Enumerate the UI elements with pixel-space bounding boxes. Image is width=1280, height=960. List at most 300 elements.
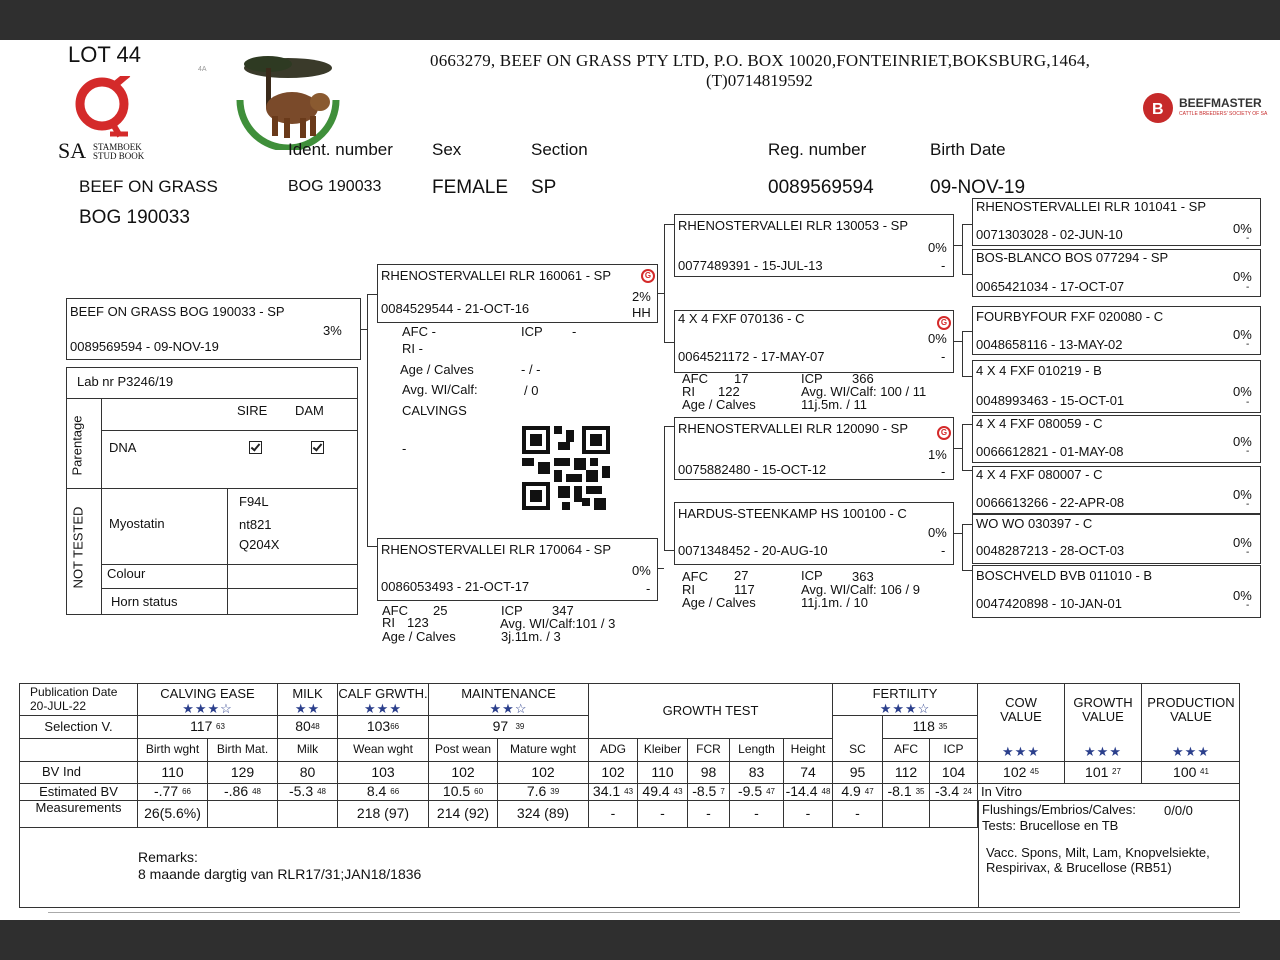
dam-icp-value: 347 [552, 603, 574, 618]
milk-stars: ★★ [294, 700, 321, 716]
est-bv-cell [883, 784, 930, 801]
est-bv-cell [688, 784, 730, 801]
animal-name-line2: BOG 190033 [79, 207, 190, 228]
gp4-age-value: 11j.1m. / 10 [801, 595, 868, 610]
bv-ind-cell-value: 80 [299, 763, 316, 780]
subject-name: BEEF ON GRASS BOG 190033 - SP [70, 304, 285, 319]
gp-dash: - [941, 258, 946, 273]
growth-value-header [1065, 684, 1142, 762]
remarks-label: Remarks: [138, 849, 198, 865]
est-bv-cell [278, 784, 338, 801]
est-bv-accuracy: 47 [864, 786, 874, 796]
ggp-reg: 0071303028 - 02-JUN-10 [976, 227, 1123, 242]
cow-value-stars: ★★★ [1002, 743, 1040, 759]
great-grandparent-box-6 [972, 466, 1261, 514]
dam-avg: Avg. WI/Calf:101 / 3 [500, 616, 616, 631]
measurement-cell-value: - [754, 805, 759, 822]
sire-icp-value: - [572, 324, 577, 339]
measurement-cell-value: 218 (97) [356, 805, 410, 822]
bv-ind-cell [688, 762, 730, 784]
measurement-cell-value: - [855, 805, 860, 822]
calf-growth-header [338, 684, 429, 716]
breeder-phone: (T)0714819592 [706, 71, 813, 90]
bv-ind-cell-value: 129 [230, 763, 255, 780]
column-header-value: Height [790, 742, 826, 757]
ggp-dash: - [1246, 446, 1250, 457]
lab-nr: Lab nr P3246/19 [77, 374, 174, 389]
column-header-value: Post wean [434, 742, 492, 757]
column-header [730, 739, 784, 762]
gp2-age-value: 11j.5m. / 11 [801, 397, 867, 412]
est-bv-cell [730, 784, 784, 801]
measurement-cell-value: - [706, 805, 711, 822]
beefmaster-logo [1142, 92, 1274, 126]
measurement-cell [338, 801, 429, 828]
myo-value-3: Q204X [239, 537, 280, 552]
ggp-name: 4 X 4 FXF 080059 - C [976, 416, 1103, 431]
breeder-address: 0663279, BEEF ON GRASS PTY LTD, P.O. BOX 10020,FONTEINRIET,BOKSBURG,1464, [430, 51, 1091, 70]
column-header [498, 739, 589, 762]
gp4-ri-value: 117 [734, 582, 755, 597]
calf-growth-stars: ★★★ [364, 700, 402, 716]
horn-label: Horn status [111, 594, 178, 609]
ggp-reg: 0048658116 - 13-MAY-02 [976, 337, 1123, 352]
qr-code-icon [522, 426, 610, 510]
est-bv-cell-value: -9.5 [737, 783, 763, 800]
cow-value-acc: 45 [1030, 767, 1039, 777]
animal-reg: 0089569594 [768, 177, 874, 198]
sel-calf [338, 716, 429, 739]
parentage-label: Parentage [69, 415, 85, 476]
est-bv-cell-value: -8.1 [887, 783, 912, 800]
sel-maint-value: 97 [492, 718, 509, 735]
sire-ri: RI - [402, 341, 423, 356]
gp4-ri-label: RI [682, 582, 695, 597]
bv-ind-cell [589, 762, 638, 784]
sire-calvings: CALVINGS [402, 403, 467, 418]
grandparent-box-1 [674, 214, 954, 277]
dam-dash: - [646, 581, 651, 596]
genetic-test-icon: G [937, 316, 951, 330]
bv-ind-cell-value: 110 [161, 763, 184, 780]
sire-age-value: - / - [521, 362, 541, 377]
cow-value-header [978, 684, 1065, 762]
sex-label: Sex [432, 140, 462, 159]
gp4-afc-value: 27 [734, 568, 749, 583]
ggp-reg: 0047420898 - 10-JAN-01 [976, 596, 1122, 611]
measurement-cell-value: 26(5.6%) [144, 805, 201, 822]
animal-name-line1: BEEF ON GRASS [79, 177, 218, 196]
great-grandparent-box-8 [972, 565, 1261, 618]
measurement-cell [730, 801, 784, 828]
gp4-icp-value: 363 [852, 569, 874, 584]
blank-label-cell [20, 739, 138, 762]
bv-ind-cell [138, 762, 208, 784]
measurement-cell [883, 801, 930, 828]
ggp-reg: 0048287213 - 28-OCT-03 [976, 543, 1125, 558]
ggp-dash: - [1246, 233, 1250, 244]
cow-value-bv [978, 762, 1065, 784]
bottom-bar [0, 920, 1280, 960]
gp-pct: 0% [928, 525, 947, 540]
dna-label: DNA [109, 440, 137, 455]
sire-reg-date: 0084529544 - 21-OCT-16 [381, 301, 530, 316]
est-bv-accuracy: 66 [182, 786, 192, 796]
est-bv-accuracy: 39 [550, 786, 560, 796]
ggp-name: FOURBYFOUR FXF 020080 - C [976, 309, 1164, 324]
ggp-reg: 0048993463 - 15-OCT-01 [976, 393, 1125, 408]
cow-value-number: 102 [1003, 763, 1027, 780]
gp4-icp-label: ICP [801, 568, 823, 583]
sel-maint [429, 716, 589, 739]
column-header-value: Birth Mat. [216, 742, 269, 757]
fertility-title: FERTILITY [872, 686, 938, 702]
ggp-name: 4 X 4 FXF 080007 - C [976, 467, 1103, 482]
svg-text:B: B [1152, 101, 1164, 118]
myo-value-1: F94L [239, 494, 269, 509]
sel-fert-left [833, 716, 883, 739]
sel-milk-acc: 48 [310, 721, 320, 731]
beefmaster-sub: CATTLE BREEDERS' SOCIETY OF SA [1179, 111, 1268, 117]
bv-ind-cell-value: 104 [941, 763, 966, 780]
column-header-value: Milk [296, 742, 319, 757]
est-bv-accuracy: 43 [624, 786, 634, 796]
sire-name: RHENOSTERVALLEI RLR 160061 - SP [381, 268, 612, 283]
remarks-text: 8 maande dargtig van RLR17/31;JAN18/1836 [138, 866, 422, 882]
sel-fert-acc: 35 [938, 721, 948, 731]
measurement-cell-value: 324 (89) [516, 805, 570, 822]
sel-calf-value: 103 [366, 718, 391, 735]
sire-avg-value: / 0 [524, 383, 539, 398]
sire-calvings-dash: - [402, 441, 407, 456]
production-value-acc: 41 [1200, 767, 1209, 777]
ggp-dash: - [1246, 339, 1250, 350]
gp-name: HARDUS-STEENKAMP HS 100100 - C [678, 506, 907, 521]
growth-value-bv [1065, 762, 1142, 784]
fertility-stars: ★★★☆ [879, 700, 931, 716]
bv-ind-cell-value: 102 [601, 763, 625, 780]
gp-dash: - [941, 464, 946, 479]
sel-calf-acc: 66 [390, 721, 400, 731]
bv-ind-cell-value: 102 [451, 763, 475, 780]
est-bv-cell [498, 784, 589, 801]
column-header-value: Birth wght [145, 742, 200, 757]
great-grandparent-box-4 [972, 360, 1261, 413]
sire-label: SIRE [237, 403, 268, 418]
column-header [784, 739, 833, 762]
sire-afc: AFC - [402, 324, 436, 339]
selection-label: Selection V. [20, 716, 138, 739]
gp4-afc-label: AFC [682, 569, 708, 584]
colour-label: Colour [107, 566, 146, 581]
gp-pct: 1% [928, 447, 947, 462]
ggp-dash: - [1246, 282, 1250, 293]
dam-afc-label: AFC [382, 603, 408, 618]
production-value-stars: ★★★ [1172, 743, 1210, 759]
bv-ind-cell [883, 762, 930, 784]
bv-ind-cell [784, 762, 833, 784]
sel-fert [883, 716, 978, 739]
myostatin-label: Myostatin [109, 516, 165, 531]
est-bv-cell [784, 784, 833, 801]
certificate-page [0, 40, 1280, 920]
measurement-cell [638, 801, 688, 828]
column-header-value: Wean wght [353, 742, 413, 757]
subject-box [66, 298, 361, 360]
est-bv-cell-value: -14.4 [785, 783, 818, 800]
lab-box [66, 367, 358, 615]
cow-value-title: COW VALUE [1000, 695, 1042, 725]
gp2-ri-label: RI [682, 384, 695, 399]
ggp-dash: - [1246, 547, 1250, 558]
sel-maint-acc: 39 [515, 721, 525, 731]
grandparent-box-4 [674, 502, 954, 565]
column-header-value: FCR [696, 742, 721, 757]
column-header [429, 739, 498, 762]
beef-on-grass-logo [236, 46, 340, 150]
beefmaster-name: BEEFMASTER [1179, 96, 1262, 110]
sire-hh: HH [632, 305, 651, 320]
est-bv-cell [638, 784, 688, 801]
dam-pct: 0% [632, 563, 651, 578]
bv-ind-cell [833, 762, 883, 784]
measurement-cell [589, 801, 638, 828]
sa-studbook-logo [58, 76, 158, 166]
dam-label: DAM [295, 403, 324, 418]
est-bv-accuracy: 47 [766, 786, 776, 796]
column-header [338, 739, 429, 762]
ggp-pct: 0% [1233, 434, 1252, 449]
column-header [833, 739, 883, 762]
great-grandparent-box-2 [972, 249, 1261, 297]
growth-value-title: GROWTH VALUE [1073, 695, 1133, 725]
column-header-value: SC [849, 742, 866, 757]
studbook-line1: STAMBOEK [93, 142, 142, 152]
grandparent-box-3 [674, 417, 954, 480]
myo-value-2: nt821 [239, 517, 272, 532]
est-bv-cell [930, 784, 978, 801]
dam-icp-label: ICP [501, 603, 523, 618]
ggp-name: 4 X 4 FXF 010219 - B [976, 363, 1102, 378]
bv-ind-cell [429, 762, 498, 784]
sire-age-calves: Age / Calves [400, 362, 474, 377]
est-bv-cell-value: 34.1 [592, 783, 621, 800]
subject-reg-date: 0089569594 - 09-NOV-19 [70, 339, 219, 354]
breeding-values-table [19, 683, 1240, 908]
animal-birth: 09-NOV-19 [930, 177, 1026, 198]
column-header-value: Length [738, 742, 775, 757]
studbook-line2: STUD BOOK [93, 151, 145, 161]
measurement-cell-value: - [805, 805, 811, 822]
est-bv-cell-value: 4.9 [841, 783, 861, 800]
growth-value-number: 101 [1085, 763, 1109, 780]
bv-ind-cell [498, 762, 589, 784]
small-code: 4A [198, 66, 207, 73]
est-bv-accuracy: 66 [390, 786, 400, 796]
measurements-label: Measurements [20, 801, 138, 828]
tests-label: Tests: Brucellose en TB [982, 818, 1119, 833]
sel-calving-acc: 63 [216, 721, 225, 731]
growth-value-stars: ★★★ [1084, 743, 1122, 759]
est-bv-cell-value: -.77 [153, 783, 179, 800]
production-value-title: PRODUCTION VALUE [1147, 695, 1235, 725]
measurement-cell [208, 801, 278, 828]
bv-ind-cell-value: 103 [371, 763, 395, 780]
est-bv-cell [338, 784, 429, 801]
est-bv-cell [208, 784, 278, 801]
calf-growth-title: CALF GRWTH. [338, 686, 428, 702]
gp2-avg: Avg. WI/Calf: 100 / 11 [801, 384, 927, 399]
calving-ease-stars: ★★★☆ [182, 700, 233, 716]
cattle-tree-emblem-icon [236, 46, 340, 150]
measurement-cell [833, 801, 883, 828]
est-bv-cell [138, 784, 208, 801]
dam-reg-date: 0086053493 - 21-OCT-17 [381, 579, 530, 594]
maintenance-title: MAINTENANCE [461, 686, 556, 702]
sire-avg: Avg. WI/Calf: [402, 382, 478, 397]
sel-calving-value: 117 [190, 718, 213, 735]
gp2-ri-value: 122 [718, 384, 740, 399]
bv-ind-cell-value: 95 [849, 763, 866, 780]
great-grandparent-box-3 [972, 306, 1261, 355]
ggp-reg: 0065421034 - 17-OCT-07 [976, 279, 1125, 294]
calving-ease-header [138, 684, 278, 716]
column-header [589, 739, 638, 762]
est-bv-cell-value: -3.4 [934, 783, 960, 800]
in-vitro-label: In Vitro [981, 783, 1022, 799]
milk-header [278, 684, 338, 716]
ggp-pct: 0% [1233, 487, 1252, 502]
gp-name: RHENOSTERVALLEI RLR 130053 - SP [678, 218, 909, 233]
sire-icp-label: ICP [521, 324, 543, 339]
est-bv-cell-value: 8.4 [366, 783, 387, 800]
bv-ind-cell [930, 762, 978, 784]
production-value-bv [1142, 762, 1240, 784]
animal-ident: BOG 190033 [288, 178, 382, 195]
column-header-value: Kleiber [643, 742, 682, 757]
ident-label: Ident. number [288, 140, 393, 159]
vacc-line2: Respirivax, & Brucellose (RB51) [986, 860, 1172, 875]
pub-label: Publication Date [30, 685, 118, 700]
gp2-icp-value: 366 [852, 371, 874, 386]
ggp-reg: 0066612821 - 01-MAY-08 [976, 444, 1124, 459]
gp-reg: 0071348452 - 20-AUG-10 [678, 543, 828, 558]
est-bv-cell-value: -8.5 [692, 783, 717, 800]
est-bv-cell [429, 784, 498, 801]
growth-value-acc: 27 [1112, 767, 1121, 777]
estimated-bv-label: Estimated BV [20, 784, 138, 801]
ggp-name: BOSCHVELD BVB 011010 - B [976, 568, 1153, 583]
flushings-value: 0/0/0 [1164, 803, 1193, 818]
animal-section: SP [531, 177, 557, 198]
column-header [278, 739, 338, 762]
ggp-name: RHENOSTERVALLEI RLR 101041 - SP [976, 199, 1207, 214]
bv-ind-cell [278, 762, 338, 784]
reg-label: Reg. number [768, 140, 867, 159]
gp-reg: 0075882480 - 15-OCT-12 [678, 462, 827, 477]
est-bv-cell [833, 784, 883, 801]
column-header-value: AFC [894, 742, 918, 757]
sel-milk-value: 80 [295, 718, 311, 735]
dam-afc-value: 25 [433, 603, 448, 618]
genetic-test-icon: G [641, 269, 655, 283]
est-bv-accuracy: 48 [317, 786, 327, 796]
column-header-value: ADG [599, 742, 626, 757]
gp-reg: 0064521172 - 17-MAY-07 [678, 349, 825, 364]
measurement-cell-value: 214 (92) [436, 805, 490, 822]
column-header [638, 739, 688, 762]
studbook-symbol-icon [70, 76, 140, 138]
ggp-dash: - [1246, 499, 1250, 510]
column-header [930, 739, 978, 762]
bv-ind-cell-value: 110 [651, 763, 674, 780]
pub-date: 20-JUL-22 [30, 698, 87, 713]
gp-name: 4 X 4 FXF 070136 - C [678, 311, 805, 326]
measurement-cell [278, 801, 338, 828]
studbook-sa: SA [58, 138, 87, 163]
column-header-value: Mature wght [509, 742, 577, 757]
bv-ind-cell-value: 112 [894, 763, 918, 780]
calving-ease-title: CALVING EASE [160, 686, 255, 702]
bv-ind-cell [730, 762, 784, 784]
subject-pct: 3% [323, 323, 342, 338]
column-header [883, 739, 930, 762]
measurement-cell [138, 801, 208, 828]
ggp-pct: 0% [1233, 588, 1252, 603]
ggp-name: BOS-BLANCO BOS 077294 - SP [976, 250, 1169, 265]
est-bv-cell-value: 49.4 [642, 783, 670, 800]
growth-test-header: GROWTH TEST [589, 684, 833, 739]
gp2-icp-label: ICP [801, 371, 823, 386]
est-bv-accuracy: 60 [474, 786, 484, 796]
column-header-value: ICP [943, 742, 964, 757]
grandparent-box-2 [674, 310, 954, 373]
ggp-dash: - [1246, 397, 1250, 408]
in-vitro-cell [978, 784, 1240, 801]
bv-ind-cell-value: 102 [531, 763, 555, 780]
bv-ind-cell-value: 98 [700, 763, 717, 780]
dam-age-label: Age / Calves [382, 629, 456, 644]
gp-name: RHENOSTERVALLEI RLR 120090 - SP [678, 421, 909, 436]
est-bv-accuracy: 48 [821, 786, 831, 796]
bv-ind-label: BV Ind [20, 762, 138, 784]
not-tested-label: NOT TESTED [70, 506, 86, 589]
column-header [208, 739, 278, 762]
ggp-pct: 0% [1233, 327, 1252, 342]
dam-ri-value: 123 [407, 615, 429, 630]
gp-pct: 0% [928, 331, 947, 346]
measurement-cell [784, 801, 833, 828]
gp-pct: 0% [928, 240, 947, 255]
est-bv-accuracy: 43 [673, 786, 683, 796]
ggp-pct: 0% [1233, 384, 1252, 399]
genetic-test-icon: G [937, 426, 951, 440]
column-header [688, 739, 730, 762]
dam-dna-checkbox [311, 441, 324, 454]
est-bv-accuracy: 35 [915, 786, 925, 796]
great-grandparent-box-1 [972, 198, 1261, 246]
beefmaster-b-icon [1142, 92, 1174, 124]
section-label: Section [531, 140, 588, 159]
est-bv-cell-value: -5.3 [288, 783, 314, 800]
footer-rule [48, 912, 1240, 913]
great-grandparent-box-5 [972, 415, 1261, 463]
bv-ind-cell-value: 74 [800, 763, 816, 780]
vacc-line1: Vacc. Spons, Milt, Lam, Knopvelsiekte, [986, 845, 1210, 860]
gp2-afc-label: AFC [682, 371, 708, 386]
est-bv-accuracy: 7 [720, 786, 725, 796]
measurement-cell [498, 801, 589, 828]
